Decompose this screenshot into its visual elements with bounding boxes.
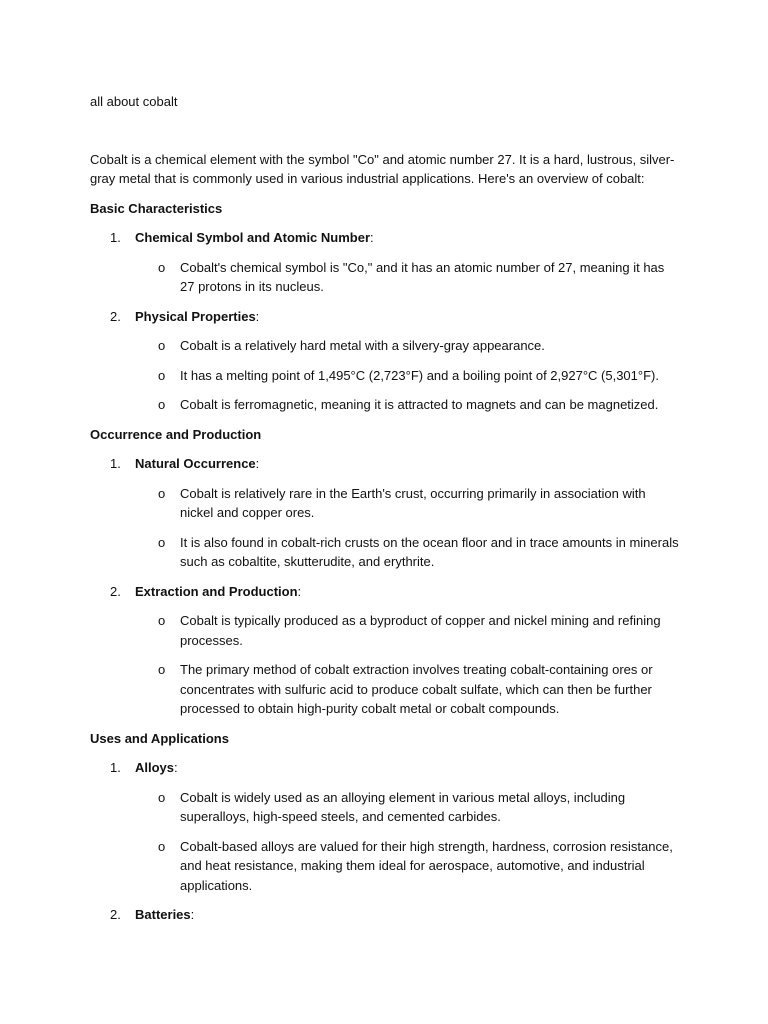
item-number: 1.: [110, 230, 121, 245]
item-text: [135, 758, 178, 778]
section-heading: Occurrence and Production: [90, 426, 262, 442]
bullet-text: Cobalt is relatively rare in the Earth's crust, occurring primarily in association with nickel and copper ores.: [180, 485, 646, 520]
bullet-marker: o: [158, 397, 166, 412]
item-suffix: :: [174, 760, 178, 775]
section-heading: Basic Characteristics: [90, 200, 223, 216]
bullet-item: [90, 336, 680, 356]
bullet-list: [90, 336, 680, 415]
item-text: [135, 228, 374, 248]
bullet-item: [90, 611, 680, 650]
bullet-text: Cobalt is widely used as an alloying element in various metal alloys, including superalloys, high-speed steels, and cemented carbides.: [180, 789, 626, 824]
item-text: [135, 454, 259, 474]
bullet-list: [90, 258, 680, 297]
document-body: [90, 92, 680, 935]
bullet-marker: o: [158, 662, 166, 677]
item-title: Batteries: [135, 907, 191, 922]
numbered-item: [90, 307, 680, 327]
item-number: 2.: [110, 308, 121, 324]
item-text: [135, 307, 259, 327]
bullet-list: [90, 484, 680, 572]
item-suffix: :: [370, 230, 374, 245]
bullet-marker: o: [158, 338, 166, 353]
bullet-item: [90, 533, 680, 572]
bullet-marker: o: [158, 534, 166, 550]
item-title: Natural Occurrence: [135, 456, 256, 471]
sections-container: [90, 199, 680, 925]
item-title: Extraction and Production: [135, 583, 298, 599]
item-text: [135, 582, 301, 602]
numbered-item: [90, 228, 680, 248]
bullet-marker: o: [158, 838, 166, 854]
bullet-item: [90, 660, 680, 719]
intro-paragraph: Cobalt is a chemical element with the symbol "Co" and atomic number 27. It is a hard, lustrous, silver-gray metal that is commonly used in various industrial applications. Here's an overview of cobalt:: [90, 151, 675, 186]
bullet-item: [90, 395, 680, 415]
item-suffix: :: [190, 907, 195, 922]
bullet-marker: o: [158, 485, 166, 501]
item-title: Physical Properties: [135, 308, 256, 324]
bullet-text: Cobalt is ferromagnetic, meaning it is attracted to magnets and can be magnetized.: [180, 397, 659, 412]
bullet-item: [90, 484, 680, 523]
bullet-marker: o: [158, 259, 166, 275]
item-number: 1.: [110, 456, 121, 471]
bullet-list: [90, 611, 680, 719]
document-title: all about cobalt: [90, 94, 178, 109]
bullet-text: Cobalt is typically produced as a byproduct of copper and nickel mining and refining processes.: [180, 613, 661, 648]
section-heading: Uses and Applications: [90, 730, 229, 746]
bullet-marker: o: [158, 613, 166, 628]
bullet-text: Cobalt is a relatively hard metal with a silvery-gray appearance.: [180, 338, 545, 353]
numbered-item: [90, 582, 680, 602]
item-suffix: :: [255, 456, 260, 471]
bullet-item: [90, 788, 680, 827]
numbered-item: [90, 758, 680, 778]
bullet-text: Cobalt's chemical symbol is "Co," and it has an atomic number of 27, meaning it has 27 protons in its nucleus.: [180, 259, 665, 294]
bullet-text: Cobalt-based alloys are valued for their high strength, hardness, corrosion resistance, and heat resistance, making them ideal for aerospace, automotive, and industrial applications.: [180, 838, 673, 893]
bullet-item: [90, 258, 680, 297]
bullet-item: [90, 366, 680, 386]
item-suffix: :: [255, 308, 260, 324]
bullet-marker: o: [158, 789, 166, 805]
bullet-item: [90, 837, 680, 896]
item-title: Alloys: [135, 760, 175, 775]
numbered-item: [90, 454, 680, 474]
bullet-text: The primary method of cobalt extraction involves treating cobalt-containing ores or concentrates with sulfuric acid to produce cobalt sulfate, which can then be further processed to obtain high-purity cobalt metal or cobalt compounds.: [180, 662, 653, 716]
item-number: 2.: [110, 907, 121, 922]
bullet-text: It has a melting point of 1,495°C (2,723°F) and a boiling point of 2,927°C (5,301°F).: [180, 367, 659, 383]
item-number: 2.: [110, 583, 121, 599]
bullet-marker: o: [158, 367, 166, 383]
numbered-item: [90, 905, 680, 925]
item-title: Chemical Symbol and Atomic Number: [135, 230, 371, 245]
item-suffix: :: [297, 583, 302, 599]
bullet-list: [90, 788, 680, 896]
item-text: [135, 905, 194, 925]
bullet-text: It is also found in cobalt-rich crusts on the ocean floor and in trace amounts in minerals such as cobaltite, skutterudite, and erythrite.: [180, 534, 679, 569]
item-number: 1.: [110, 760, 121, 775]
